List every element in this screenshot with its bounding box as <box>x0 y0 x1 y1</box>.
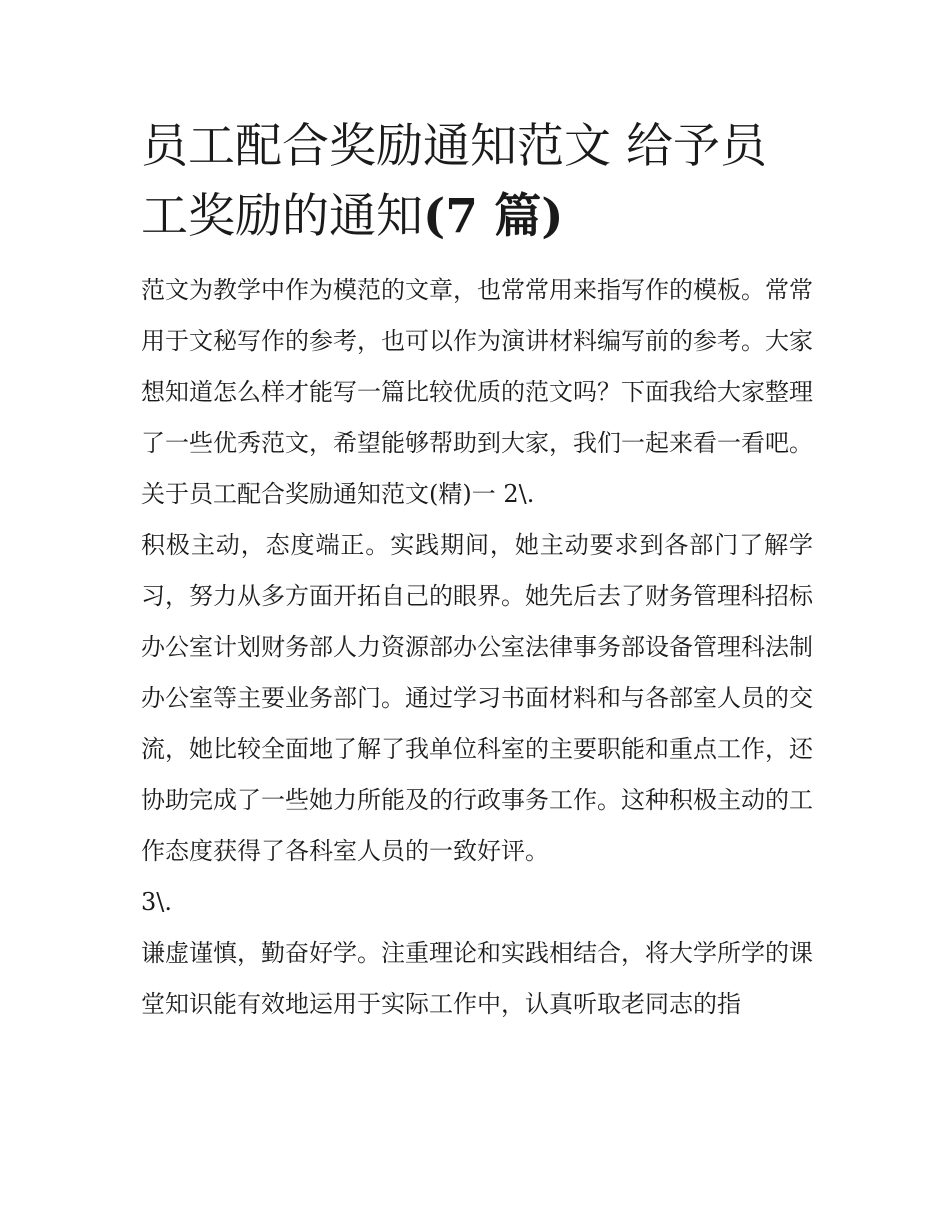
title-suffix-text: (7 篇) <box>423 189 564 244</box>
title-main-text: 员工配合奖励通知范文 给予员工奖励的通知 <box>141 119 767 244</box>
body-paragraph-2: 谦虚谨慎，勤奋好学。注重理论和实践相结合，将大学所学的课堂知识能有效地运用于实际工作中，认真听取老同志的指 <box>141 939 813 1018</box>
section-number-paragraph: 3\. <box>141 888 172 916</box>
body-paragraph-1: 积极主动，态度端正。实践期间，她主动要求到各部门了解学习，努力从多方面开拓自己的眼界。她先后去了财务管理科招标办公室计划财务部人力资源部办公室法律事务部设备管理科法制办公室等主要业务部门。通过学习书面材料和与各部室人员的交流，她比较全面地了解了我单位科室的主要职能和重点工作，还协助完成了一些她力所能及的行政事务工作。这种积极主动的工作态度获得了各科室人员的一致好评。 <box>141 531 813 865</box>
document-body <box>141 112 813 1030</box>
section-heading-paragraph: 关于员工配合奖励通知范文(精)一 2\. <box>141 480 535 508</box>
intro-paragraph: 范文为教学中作为模范的文章，也常常用来指写作的模板。常常用于文秘写作的参考，也可以作为演讲材料编写前的参考。大家想知道怎么样才能写一篇比较优质的范文吗？下面我给大家整理了一些优秀范文，希望能够帮助到大家，我们一起来看一看吧。 <box>141 276 813 457</box>
document-title <box>141 112 813 252</box>
